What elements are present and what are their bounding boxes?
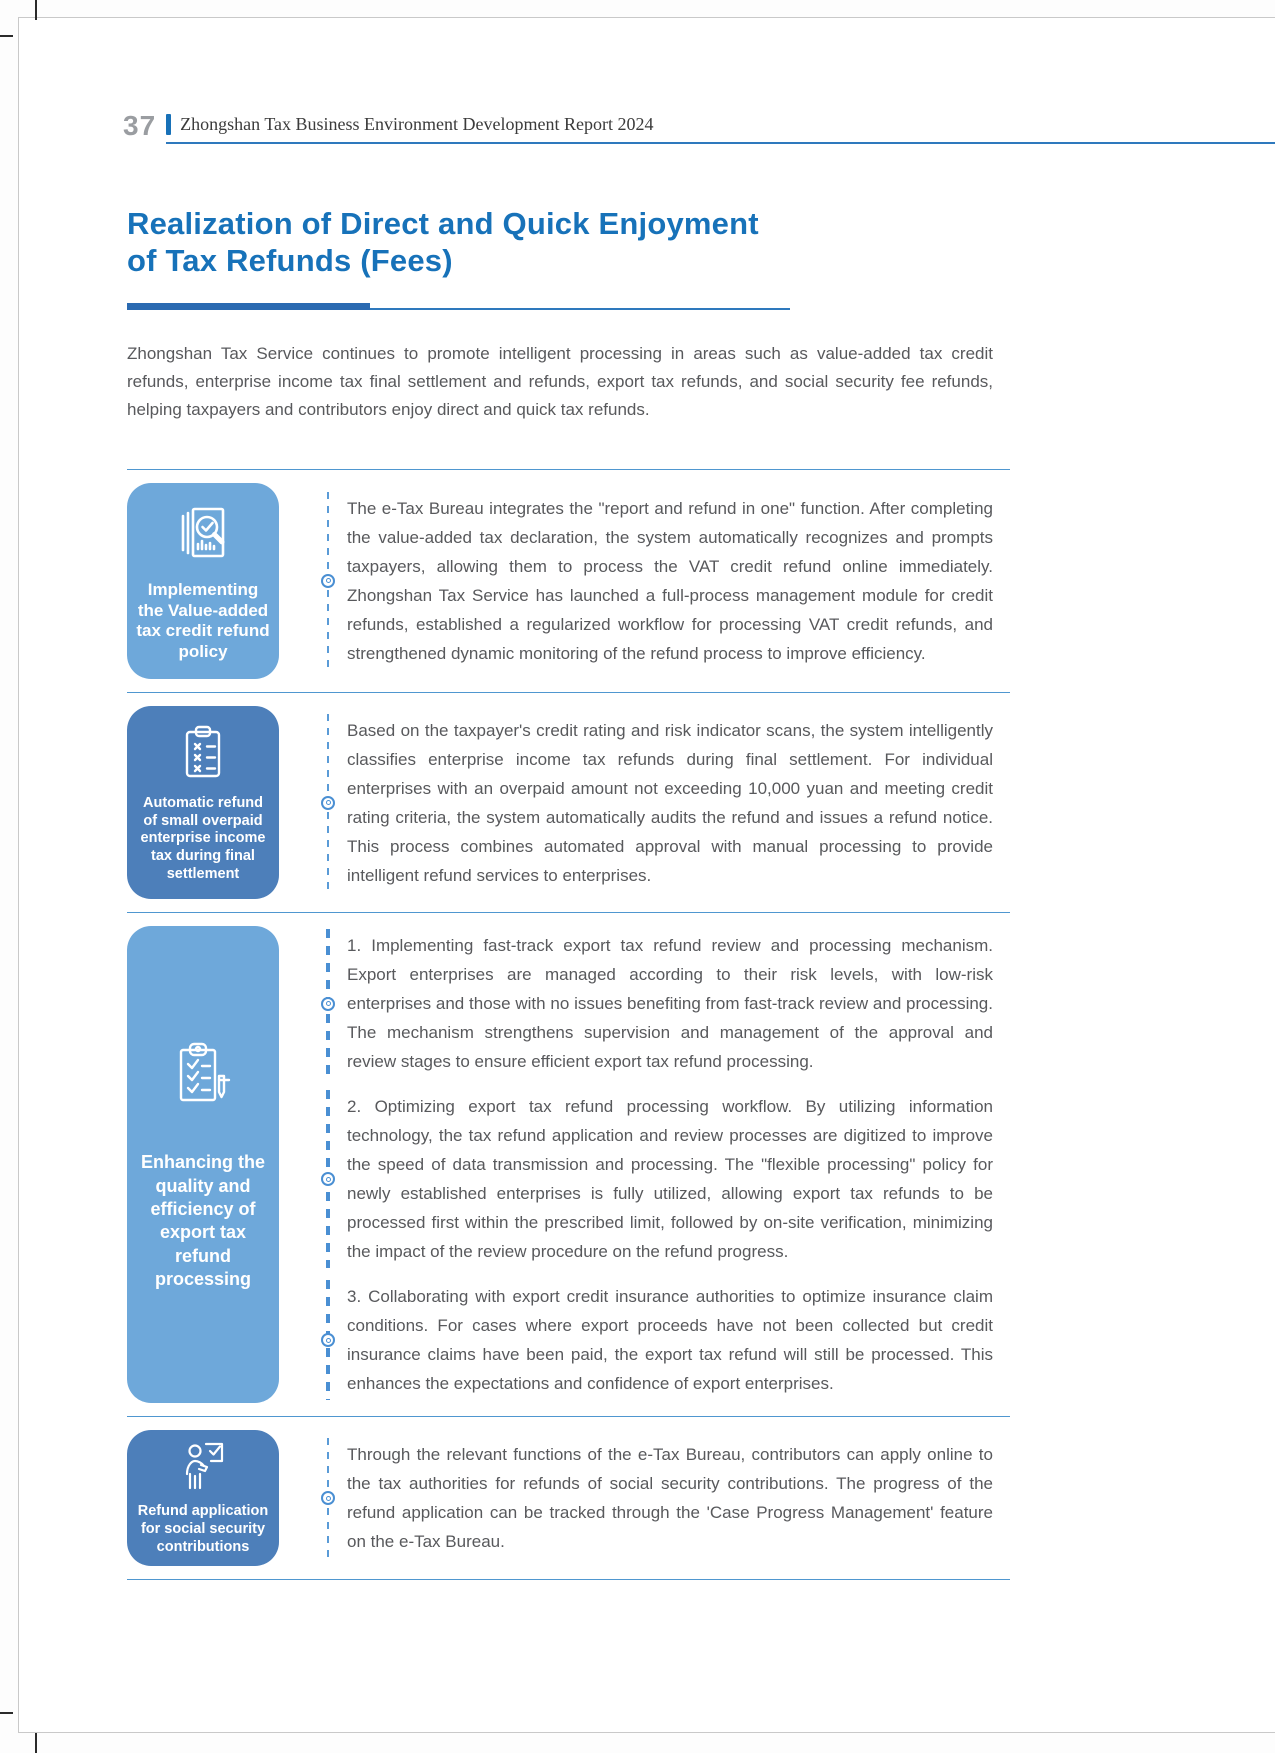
title-underline-thick — [127, 303, 370, 310]
paragraph-row — [313, 1282, 1010, 1398]
bullet-ring-icon — [321, 1333, 335, 1347]
section-paragraph: 3. Collaborating with export credit insurance authorities to optimize insurance claim conditions. For cases where export proceeds have not been collected but credit insurance claims have been paid, the export tax refund will still be processed. This enhances the expectations and confidence of export enterprises. — [347, 1287, 993, 1394]
crop-mark — [0, 35, 13, 37]
page-content — [127, 0, 1010, 1580]
bullet-ring-icon — [321, 1172, 335, 1186]
page-title-line-2: of Tax Refunds (Fees) — [127, 243, 453, 278]
report-title: Zhongshan Tax Business Environment Development Report 2024 — [180, 114, 654, 134]
paragraph-row — [313, 1440, 1010, 1556]
section-paragraph: 1. Implementing fast-track export tax refund review and processing mechanism. Export enterprises are managed according to their risk levels, with low-risk enterprises and those with no issues benefiting from fast-track review and processing. The mechanism strengthens supervision and management of the approval and review stages to ensure efficient export tax refund processing. — [347, 936, 993, 1072]
section-auto-refund-eit — [127, 693, 1010, 912]
title-underline — [127, 303, 1010, 310]
section-badge — [127, 926, 279, 1403]
section-paragraph: Through the relevant functions of the e-Tax Bureau, contributors can apply online to the tax authorities for refunds of social security contributions. The progress of the refund application can be tracked through the 'Case Progress Management' feature on the e-Tax Bureau. — [347, 1445, 993, 1552]
section-badge-label: Automatic refund of small overpaid enterprise income tax during final settlement — [140, 794, 266, 882]
section-social-security-refund — [127, 1417, 1010, 1579]
bullet-ring-icon — [321, 574, 335, 588]
title-underline-thin — [370, 308, 790, 310]
bullet-ring-icon — [321, 1491, 335, 1505]
section-badge — [127, 483, 279, 679]
document-magnifier-icon — [166, 499, 240, 572]
section-paragraph: 2. Optimizing export tax refund processing workflow. By utilizing information technology, the tax refund application and review processes are digitized to improve the speed of data transmission and processing. The "flexible processing" policy for newly established enterprises is fully utilized, allowing export tax refunds to be processed first within the prescribed limit, followed by on-site verification, minimizing the impact of the review procedure on the refund progress. — [347, 1097, 993, 1262]
crop-mark — [35, 1733, 37, 1753]
section-badge-label: Refund application for social security contributions — [137, 1503, 269, 1555]
crop-mark — [35, 0, 37, 20]
bullet-ring-icon — [321, 997, 335, 1011]
section-paragraph: Based on the taxpayer's credit rating and risk indicator scans, the system intelligently classifies enterprise income tax refunds during final settlement. For individual enterprises with an overpaid amount not exceeding 10,000 yuan and meeting credit rating criteria, the system automatically audits the refund and issues a refund notice. This process combines automated approval with manual processing to provide intelligent refund services to enterprises. — [347, 720, 993, 885]
page-title-line-1: Realization of Direct and Quick Enjoyment — [127, 206, 759, 241]
bullet-ring-icon — [321, 796, 335, 810]
section-badge-label: Implementing the Value-added tax credit refund policy — [136, 580, 270, 662]
clipboard-check-pen-icon — [167, 1038, 239, 1117]
paragraph-row — [313, 1092, 1010, 1266]
section-vat-credit-refund — [127, 470, 1010, 692]
page-title — [127, 205, 1010, 279]
crop-mark — [0, 1712, 13, 1714]
person-presentation-icon — [173, 1440, 233, 1501]
clipboard-x-icon — [172, 722, 234, 787]
page-number: 37 — [123, 110, 157, 141]
section-paragraph: The e-Tax Bureau integrates the "report and refund in one" function. After completing the value-added tax declaration, the system automatically recognizes and prompts taxpayers, allowing them to process the VAT credit refund online immediately. Zhongshan Tax Service has launched a full-process management module for credit refunds, established a regularized workflow for processing VAT credit refunds, and strengthened dynamic monitoring of the refund process to improve efficiency. — [347, 498, 993, 663]
section-badge — [127, 706, 279, 899]
sections-list — [127, 469, 1010, 1580]
section-separator — [127, 1579, 1010, 1580]
intro-paragraph: Zhongshan Tax Service continues to promote intelligent processing in areas such as value-added tax credit refunds, enterprise income tax final settlement and refunds, export tax refunds, and social security fee refunds, helping taxpayers and contributors enjoy direct and quick tax refunds. — [127, 344, 993, 419]
paragraph-row — [313, 494, 1010, 668]
section-badge-label: Enhancing the quality and efficiency of export tax refund processing — [140, 1152, 265, 1290]
section-badge — [127, 1430, 279, 1566]
section-export-tax-refund — [127, 913, 1010, 1416]
paragraph-row — [313, 716, 1010, 890]
paragraph-row — [313, 931, 1010, 1076]
